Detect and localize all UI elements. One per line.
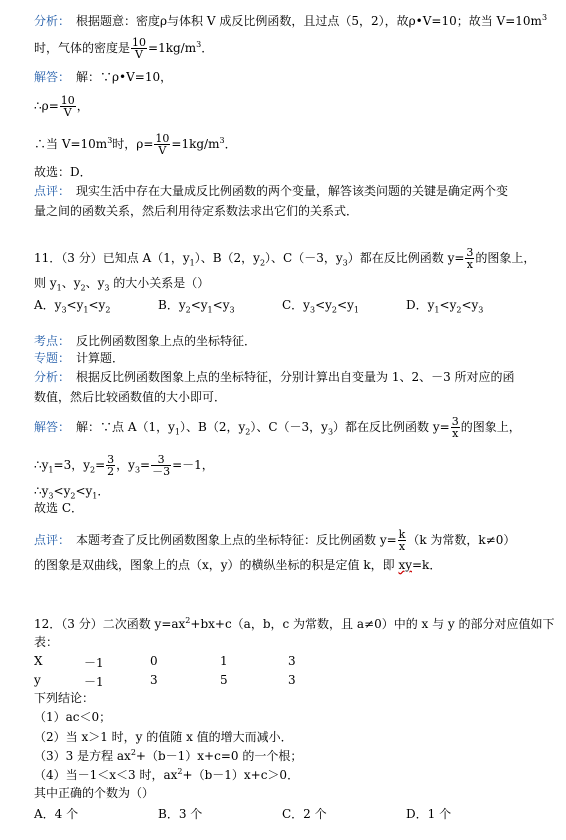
table-cell: 0 <box>150 654 158 668</box>
table-cell: 3 <box>288 654 296 668</box>
q11-analysis-line-1: 分析： 根据反比例函数图象上点的坐标特征，分别计算出自变量为 1、2、－3 所对应的函 <box>34 370 515 384</box>
q12-option-a[interactable]: A．4 个 <box>34 807 79 821</box>
q10-answer-line-3: ∴当 $V=10m^3$时，ρ= $\frac{10}{V}$ $=1kg/m^3$． <box>34 132 237 157</box>
table-cell: 1 <box>220 654 228 668</box>
q10-comment-line-2: 量之间的函数关系，然后利用待定系数法求出它们的关系式． <box>34 204 359 218</box>
q12-conclusion-3: （3）3 是方程 $ax^2+(b-1)x+c=0$ 的一个根； <box>34 748 303 763</box>
q11-stem-line-2: 则 $y_1$、$y_2$、$y_3$ 的大小关系是（） <box>34 276 210 293</box>
q11-zhuanti: 专题： 计算题． <box>34 351 125 365</box>
q11-answer-order: $\therefore y_3<y_2<y_1$． <box>34 484 110 501</box>
analysis-label: 分析： <box>34 370 71 384</box>
kaodian-label: 考点： <box>34 334 71 348</box>
fraction: $\frac{3}{2}$ <box>107 453 115 478</box>
q11-analysis-line-2: 数值，然后比较函数值的大小即可． <box>34 390 227 404</box>
q11-option-b[interactable]: B．$y_2<y_1<y_3$ <box>158 298 235 315</box>
q11-comment-line-1: 点评： 本题考查了反比例函数图象上点的坐标特征：反比例函数 y= $\frac{k}{x}$ （k 为常数，k≠0） <box>34 528 516 553</box>
fraction: $\frac{10}{V}$ <box>155 132 170 157</box>
fraction: $\frac{10}{V}$ <box>60 94 75 119</box>
q10-answer-line-2: ∴ρ= $\frac{10}{V}$ ， <box>34 94 89 119</box>
fraction: $\frac{k}{x}$ <box>398 528 406 553</box>
answer-label: 解答： <box>34 420 71 434</box>
q12-option-b[interactable]: B．3 个 <box>158 807 203 821</box>
zhuanti-label: 专题： <box>34 351 71 365</box>
q12-conclusion-4: （4）当－1＜x＜3 时，$ax^2+(b-1)x+c>0$． <box>34 767 300 782</box>
analysis-label: 分析： <box>34 14 71 28</box>
table-cell: 3 <box>288 673 296 687</box>
table-y-label: y <box>34 673 41 687</box>
q12-stem-line-1: 12．（3 分）二次函数 $y=ax^2+bx+c(a$，b，c 为常数，且 a≠0）中的 x 与 y 的部分对应值如下 <box>34 616 555 631</box>
q12-stem-line-2: 表： <box>34 635 59 649</box>
q12-question: 其中正确的个数为（） <box>34 786 155 800</box>
q11-comment-line-2: 的图象是双曲线，图象上的点（x，y）的横纵坐标的积是定值 k，即 xy=k． <box>34 558 442 572</box>
q11-choose: 故选 C． <box>34 501 83 515</box>
table-cell: 3 <box>150 673 158 687</box>
q10-analysis-line-1: 分析： 根据题意：密度ρ与体积 V 成反比例函数，且过点（5，2），故ρ•V=10；故当 $V=10m^3$ <box>34 13 548 28</box>
fraction: $\frac{3}{-3}$ <box>152 453 171 478</box>
comment-label: 点评： <box>34 533 71 547</box>
q11-answer-calc: $\therefore y_1=3$，$y_2=$ $\frac{3}{2}$ ，$y_3=$ $\frac{3}{-3}$ =－1， <box>34 453 214 478</box>
q12-conclusions-title: 下列结论： <box>34 691 95 705</box>
comment-label: 点评： <box>34 184 71 198</box>
q12-conclusion-2: （2）当 x＞1 时，y 的值随 x 值的增大而减小． <box>34 730 293 744</box>
table-cell: 5 <box>220 673 228 687</box>
fraction: $\frac{3}{x}$ <box>466 246 474 271</box>
q11-option-c[interactable]: C．$y_3<y_2<y_1$ <box>282 298 359 315</box>
fraction: $\frac{10}{V}$ <box>132 36 147 61</box>
table-cell: －1 <box>84 656 104 670</box>
q11-option-a[interactable]: A．$y_3<y_1<y_2$ <box>34 298 111 315</box>
q10-comment-line-1: 点评： 现实生活中存在大量成反比例函数的两个变量，解答该类问题的关键是确定两个变 <box>34 184 509 198</box>
q12-option-c[interactable]: C．2 个 <box>282 807 327 821</box>
q11-option-d[interactable]: D．$y_1<y_2<y_3$ <box>406 298 484 315</box>
answer-label: 解答： <box>34 70 71 84</box>
q11-answer-line-1: 解答： 解：∵点 A（1，$y_1$）、B（2，$y_2$）、C（－3，$y_3$）都在反比例函数 y= $\frac{3}{x}$ 的图象上， <box>34 415 521 440</box>
fraction: $\frac{3}{x}$ <box>451 415 459 440</box>
q12-option-d[interactable]: D．1 个 <box>406 807 452 821</box>
q10-answer-line-1: 解答： 解：∵ρ•V=10， <box>34 70 173 84</box>
table-x-label: X <box>34 654 43 668</box>
q12-conclusion-1: （1）ac＜0； <box>34 710 112 724</box>
q11-kaodian: 考点： 反比例函数图象上点的坐标特征． <box>34 334 257 348</box>
table-cell: －1 <box>84 675 104 689</box>
q10-analysis-line-2: 时，气体的密度是 $\frac{10}{V}$ $=1kg/m^3$． <box>34 36 214 61</box>
q11-stem-line-1: 11．（3 分）已知点 A（1，$y_1$）、B（2，$y_2$）、C（－3，$y_3$）都在反比例函数 y= $\frac{3}{x}$ 的图象上， <box>34 246 536 271</box>
q10-choose: 故选：D． <box>34 165 92 179</box>
